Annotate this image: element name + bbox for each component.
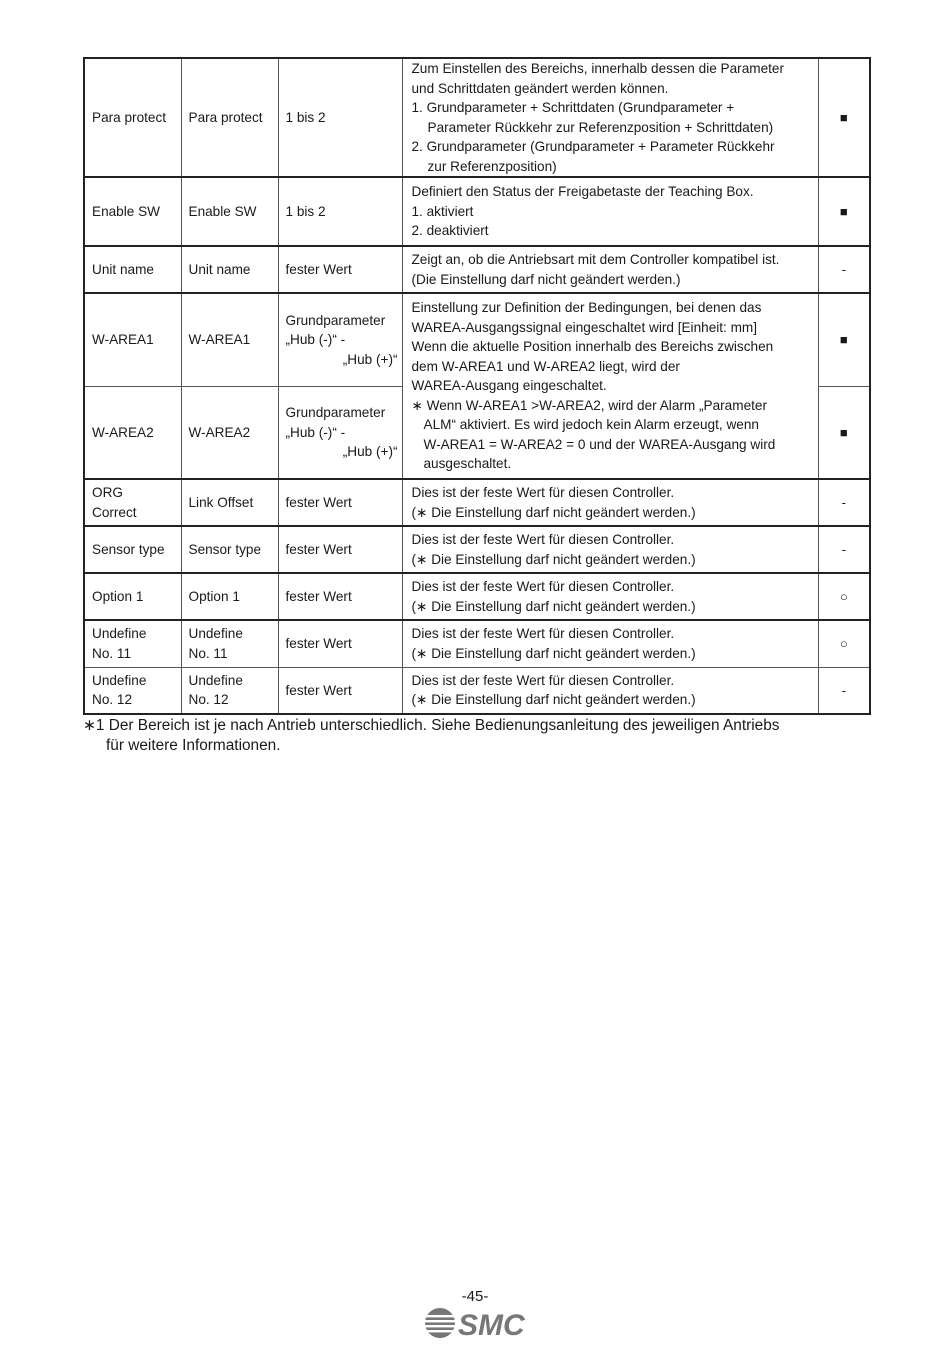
param-range-cell: [278, 293, 402, 386]
table-row: [84, 246, 870, 293]
setting-symbol: ○: [818, 620, 870, 667]
param-name-cell: Enable SW: [84, 177, 181, 246]
param-range-cell: 1 bis 2: [278, 177, 402, 246]
description-line: zur Referenzposition): [427, 158, 557, 174]
description-line: Parameter Rückkehr zur Referenzposition + Schrittdaten): [427, 119, 774, 135]
description-line: 1. Grundparameter + Schrittdaten (Grundparameter +: [411, 100, 735, 115]
table-row: [84, 620, 870, 667]
footnote-line: für weitere Informationen.: [106, 737, 281, 754]
param-name-cell: [84, 620, 181, 667]
name-line: Undefine: [92, 672, 147, 688]
description-line: (∗ Die Einstellung darf nicht geändert werden.): [411, 645, 696, 661]
param-description-cell: [402, 667, 818, 714]
param-description-cell: [402, 177, 818, 246]
param-description-cell: [402, 526, 818, 573]
param-name-cell: Sensor type: [84, 526, 181, 573]
name-line: Undefine: [92, 626, 147, 642]
warea-description-cell: [402, 293, 818, 479]
range-line: „Hub (-)“ -: [285, 332, 346, 347]
setting-symbol: ■: [818, 58, 870, 177]
param-display-cell: Para protect: [181, 58, 278, 177]
table-row: [84, 526, 870, 573]
setting-symbol: -: [818, 246, 870, 293]
setting-symbol: -: [818, 526, 870, 573]
smc-logo: [424, 1307, 528, 1339]
description-line: W-AREA1 = W-AREA2 = 0 und der WAREA-Ausgang wird: [423, 436, 776, 452]
name-line: Undefine: [188, 626, 243, 642]
description-line: Dies ist der feste Wert für diesen Controller.: [411, 579, 675, 594]
description-line: 2. Grundparameter (Grundparameter + Parameter Rückkehr: [411, 139, 775, 154]
description-line: 2. deaktiviert: [411, 223, 489, 239]
range-line: Grundparameter: [285, 405, 386, 420]
param-range-cell: fester Wert: [278, 246, 402, 293]
name-line: No. 11: [92, 645, 132, 661]
description-line: Zeigt an, ob die Antriebsart mit dem Controller kompatibel ist.: [411, 252, 780, 267]
page-number: -45-: [461, 1288, 489, 1305]
description-line: ALM“ aktiviert. Es wird jedoch kein Alarm erzeugt, wenn: [423, 417, 759, 433]
description-line: Zum Einstellen des Bereichs, innerhalb dessen die Parameter: [411, 61, 785, 76]
description-line: (Die Einstellung darf nicht geändert werden.): [411, 271, 681, 287]
description-line: ∗ Wenn W-AREA1 >W-AREA2, wird der Alarm „Parameter: [411, 397, 767, 413]
description-line: WAREA-Ausgang eingeschaltet.: [411, 378, 607, 394]
footnote: [83, 716, 873, 756]
param-name-cell: Option 1: [84, 573, 181, 620]
svg-text:SMC: SMC: [458, 1309, 525, 1339]
table-row: [84, 667, 870, 714]
description-line: Dies ist der feste Wert für diesen Controller.: [411, 626, 675, 642]
table-row: [84, 293, 870, 386]
description-line: ausgeschaltet.: [423, 456, 512, 472]
footnote-line: ∗1 Der Bereich ist je nach Antrieb unterschiedlich. Siehe Bedienungsanleitung des jeweiligen Antriebs: [83, 717, 780, 734]
setting-symbol: ■: [818, 293, 870, 386]
param-range-cell: [278, 386, 402, 479]
name-line: No. 12: [188, 692, 229, 708]
range-line: „Hub (-)“ -: [285, 424, 346, 440]
param-name-cell: Para protect: [84, 58, 181, 177]
param-description-cell: [402, 620, 818, 667]
description-line: dem W-AREA1 und W-AREA2 liegt, wird der: [411, 358, 680, 374]
param-display-cell: [181, 667, 278, 714]
description-line: WAREA-Ausgangssignal eingeschaltet wird [Einheit: mm]: [411, 319, 758, 335]
description-line: Dies ist der feste Wert für diesen Controller.: [411, 672, 675, 688]
range-line: Grundparameter: [285, 312, 386, 328]
setting-symbol: ■: [818, 177, 870, 246]
param-description-cell: [402, 58, 818, 177]
setting-symbol: -: [818, 667, 870, 714]
param-display-cell: Unit name: [181, 246, 278, 293]
param-range-cell: fester Wert: [278, 479, 402, 526]
parameter-table: [83, 57, 871, 715]
smc-logo-icon: [424, 1307, 528, 1339]
param-name-cell: [84, 479, 181, 526]
description-line: 1. aktiviert: [411, 203, 474, 219]
description-line: (∗ Die Einstellung darf nicht geändert werden.): [411, 504, 696, 520]
setting-symbol: ○: [818, 573, 870, 620]
param-display-cell: W-AREA2: [181, 386, 278, 479]
range-line: „Hub (+)“: [342, 351, 398, 367]
table-row: [84, 177, 870, 246]
param-range-cell: 1 bis 2: [278, 58, 402, 177]
param-range-cell: fester Wert: [278, 620, 402, 667]
setting-symbol: ■: [818, 386, 870, 479]
param-display-cell: W-AREA1: [181, 293, 278, 386]
name-line: Undefine: [188, 672, 243, 688]
range-line: „Hub (+)“: [342, 444, 398, 459]
table-row: [84, 573, 870, 620]
description-line: (∗ Die Einstellung darf nicht geändert werden.): [411, 551, 696, 567]
name-line: No. 12: [92, 692, 133, 708]
param-display-cell: Link Offset: [181, 479, 278, 526]
param-name-cell: Unit name: [84, 246, 181, 293]
param-display-cell: Option 1: [181, 573, 278, 620]
name-line: No. 11: [188, 645, 228, 661]
description-line: Definiert den Status der Freigabetaste der Teaching Box.: [411, 184, 754, 200]
name-line: ORG: [92, 485, 123, 500]
description-line: Dies ist der feste Wert für diesen Controller.: [411, 532, 675, 547]
param-range-cell: fester Wert: [278, 667, 402, 714]
description-line: Dies ist der feste Wert für diesen Controller.: [411, 485, 675, 500]
description-line: Wenn die aktuelle Position innerhalb des Bereichs zwischen: [411, 339, 774, 355]
param-display-cell: Enable SW: [181, 177, 278, 246]
param-range-cell: fester Wert: [278, 526, 402, 573]
param-name-cell: W-AREA1: [84, 293, 181, 386]
setting-symbol: -: [818, 479, 870, 526]
name-line: Correct: [92, 504, 137, 520]
description-line: (∗ Die Einstellung darf nicht geändert werden.): [411, 598, 696, 614]
param-display-cell: [181, 620, 278, 667]
description-line: Einstellung zur Definition der Bedingungen, bei denen das: [411, 300, 762, 316]
param-display-cell: Sensor type: [181, 526, 278, 573]
param-range-cell: fester Wert: [278, 573, 402, 620]
description-line: (∗ Die Einstellung darf nicht geändert werden.): [411, 692, 696, 708]
param-name-cell: [84, 667, 181, 714]
param-name-cell: W-AREA2: [84, 386, 181, 479]
param-description-cell: [402, 246, 818, 293]
param-description-cell: [402, 479, 818, 526]
param-description-cell: [402, 573, 818, 620]
description-line: und Schrittdaten geändert werden können.: [411, 80, 669, 96]
table-row: [84, 58, 870, 177]
table-row: [84, 479, 870, 526]
